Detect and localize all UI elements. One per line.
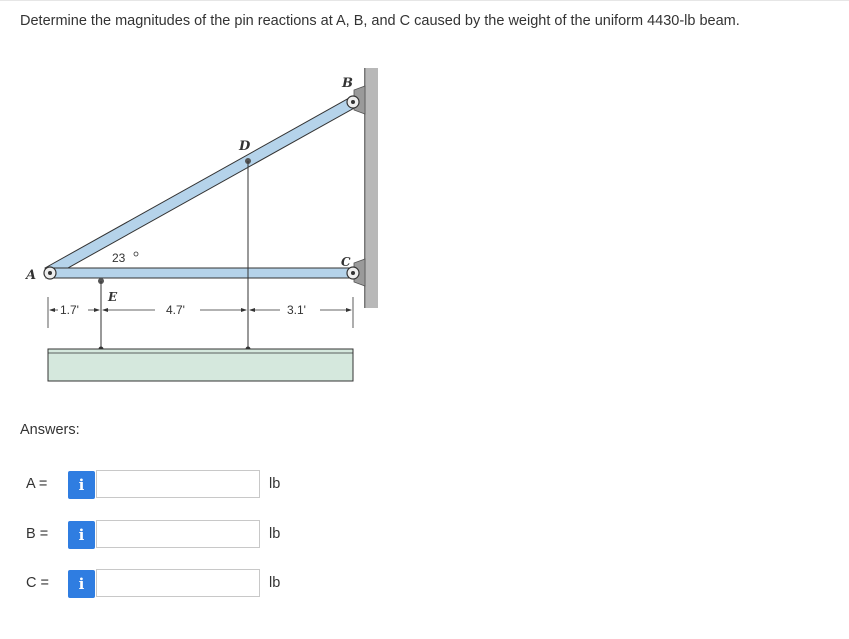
answer-input-a[interactable]	[96, 470, 260, 498]
answer-row-a	[0, 468, 849, 500]
dimension-lines	[48, 297, 353, 328]
figure-diagram	[20, 60, 400, 395]
dimension-4-7: 4.7'	[166, 303, 185, 317]
problem-figure	[20, 60, 400, 395]
answers-heading: Answers:	[20, 422, 80, 438]
answer-row-b	[0, 518, 849, 550]
label-c: C	[341, 255, 351, 269]
answer-input-b[interactable]	[96, 520, 260, 548]
answer-label-c: C =	[26, 575, 49, 591]
dimension-1-7: 1.7'	[60, 303, 79, 317]
label-e: E	[108, 290, 118, 304]
member-ab	[45, 97, 356, 278]
answer-input-c[interactable]	[96, 569, 260, 597]
unit-label-b: lb	[269, 526, 281, 542]
question-text: Determine the magnitudes of the pin reactions at A, B, and C caused by the weight of the uniform 4430-lb beam.	[20, 13, 740, 29]
member-ac	[46, 268, 356, 278]
angle-label: 23	[112, 251, 126, 265]
label-b: B	[342, 76, 353, 91]
label-a: A	[26, 268, 37, 283]
unit-label-c: lb	[269, 575, 281, 591]
answer-row-c	[0, 567, 849, 599]
uniform-beam	[48, 349, 353, 381]
info-icon[interactable]: i	[68, 471, 95, 499]
wall	[364, 68, 378, 308]
info-icon[interactable]: i	[68, 521, 95, 549]
degree-symbol	[134, 252, 138, 256]
answer-label-b: B =	[26, 526, 49, 542]
pin-b	[347, 96, 359, 108]
info-icon[interactable]: i	[68, 570, 95, 598]
top-divider	[0, 0, 849, 1]
answer-label-a: A =	[26, 476, 48, 492]
label-d: D	[239, 139, 251, 154]
unit-label-a: lb	[269, 476, 281, 492]
dimension-3-1: 3.1'	[287, 303, 306, 317]
pin-a	[44, 267, 56, 279]
